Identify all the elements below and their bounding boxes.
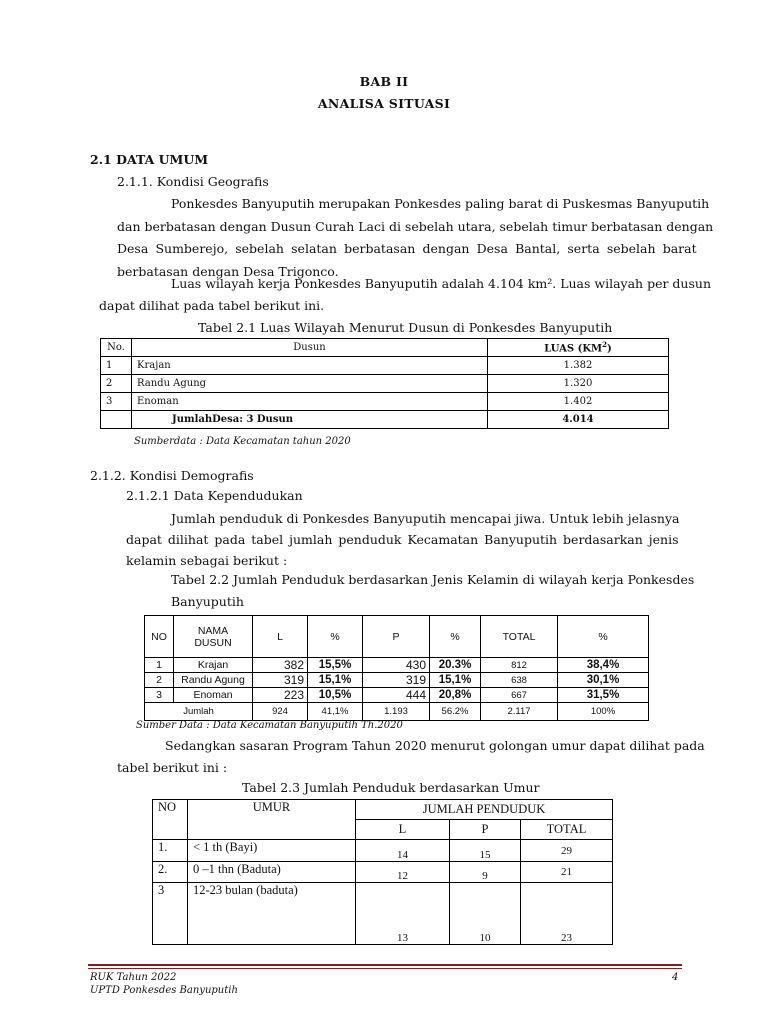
header-luas-superscript: 2 (602, 340, 607, 350)
header-no: NO (145, 616, 174, 658)
cell-pct-l: 15,1% (308, 673, 363, 688)
cell-nama: Krajan (174, 658, 253, 673)
geo-paragraph-2-line1: Luas wilayah kerja Ponkesdes Banyuputih adalah 4.104 km². Luas wilayah per dusun (171, 276, 711, 291)
footer-divider (88, 964, 682, 966)
cell-dusun: Enoman (132, 393, 488, 411)
table-population-by-gender (144, 615, 649, 721)
cell-luas: 1.402 (488, 393, 669, 411)
header-total: TOTAL (521, 820, 613, 840)
cell-total-pct-l: 41,1% (308, 703, 363, 721)
cell-l: 13 (356, 883, 450, 945)
footer-organization: UPTD Ponkesdes Banyuputih (90, 985, 238, 996)
target-paragraph-line1: Sedangkan sasaran Program Tahun 2020 menurut golongan umur dapat dilihat pada (165, 738, 705, 753)
table2-source: Sumber Data : Data Kecamatan Banyuputih Th.2020 (136, 720, 403, 731)
table-row (145, 688, 649, 703)
header-pct-total: % (558, 616, 649, 658)
page-number: 4 (672, 972, 679, 983)
cell-total: 21 (521, 862, 613, 883)
cell-no: 3 (145, 688, 174, 703)
text-line: dapat dilihat pada tabel jumlah penduduk Kecamatan Banyuputih berdasarkan jenis (126, 532, 679, 547)
table-area-per-dusun (100, 338, 669, 429)
cell-total-label: Jumlah (145, 703, 253, 721)
subsection-heading-demografis: 2.1.2. Kondisi Demografis (90, 468, 254, 483)
geo-paragraph-1 (117, 193, 714, 283)
cell-umur: 12-23 bulan (baduta) (188, 883, 356, 945)
cell-p: 10 (450, 883, 521, 945)
footer-document-title: RUK Tahun 2022 (90, 972, 177, 983)
table-row (145, 673, 649, 688)
cell-umur: 0 –1 thn (Baduta) (188, 862, 356, 883)
header-luas-close: ) (607, 343, 612, 355)
footer-divider (88, 968, 682, 969)
cell-total: 638 (481, 673, 558, 688)
table-row (101, 375, 669, 393)
header-no: No. (101, 339, 132, 357)
cell-luas: 1.320 (488, 375, 669, 393)
header-jumlah-penduduk: JUMLAH PENDUDUK (356, 800, 613, 820)
cell-no: 1. (153, 840, 188, 862)
table2-caption-line2: Banyuputih (171, 594, 244, 609)
header-nama-line2: DUSUN (194, 636, 232, 649)
header-luas-label: LUAS (KM (544, 343, 603, 355)
cell-dusun: Krajan (132, 357, 488, 375)
cell-pct-total: 31,5% (558, 688, 649, 703)
cell-total-pct-p: 56.2% (430, 703, 481, 721)
cell-total: 667 (481, 688, 558, 703)
cell-total: 29 (521, 840, 613, 862)
header-total: TOTAL (481, 616, 558, 658)
text-line: Jumlah penduduk di Ponkesdes Banyuputih mencapai jiwa. Untuk lebih jelasnya (171, 511, 680, 526)
table-row (101, 357, 669, 375)
table-row (153, 840, 613, 862)
cell-empty (101, 411, 132, 429)
subsection-heading-kependudukan: 2.1.2.1 Data Kependudukan (126, 488, 303, 503)
cell-total: 23 (521, 883, 613, 945)
header-pct-p: % (430, 616, 481, 658)
cell-total-value: 4.014 (488, 411, 669, 429)
header-l: L (253, 616, 308, 658)
text-line: Ponkesdes Banyuputih merupakan Ponkesdes paling barat di Puskesmas Banyuputih (171, 196, 710, 211)
cell-p: 15 (450, 840, 521, 862)
cell-l: 223 (253, 688, 308, 703)
cell-total: 812 (481, 658, 558, 673)
header-no: NO (153, 800, 188, 840)
cell-no: 1 (145, 658, 174, 673)
geo-paragraph-2-line2: dapat dilihat pada tabel berikut ini. (99, 298, 325, 313)
cell-p: 430 (363, 658, 430, 673)
section-heading: 2.1 DATA UMUM (90, 152, 209, 167)
cell-p: 319 (363, 673, 430, 688)
table1-source: Sumberdata : Data Kecamatan tahun 2020 (134, 436, 351, 447)
cell-nama: Randu Agung (174, 673, 253, 688)
cell-luas: 1.382 (488, 357, 669, 375)
cell-l: 14 (356, 840, 450, 862)
header-dusun: Dusun (132, 339, 488, 357)
table-header-row (101, 339, 669, 357)
cell-no: 3 (101, 393, 132, 411)
cell-umur: < 1 th (Bayi) (188, 840, 356, 862)
cell-pct-p: 20.3% (430, 658, 481, 673)
cell-pct-l: 10,5% (308, 688, 363, 703)
chapter-title: ANALISA SITUASI (317, 96, 451, 111)
table-total-row (101, 411, 669, 429)
header-nama-line1: NAMA (197, 624, 229, 637)
table-row (101, 393, 669, 411)
cell-l: 12 (356, 862, 450, 883)
table-header-row (153, 800, 613, 820)
cell-dusun: Randu Agung (132, 375, 488, 393)
cell-no: 3 (153, 883, 188, 945)
header-p: P (450, 820, 521, 840)
population-paragraph (126, 508, 680, 571)
cell-nama: Enoman (174, 688, 253, 703)
cell-p: 444 (363, 688, 430, 703)
header-l: L (356, 820, 450, 840)
header-nama-dusun (174, 616, 253, 658)
chapter-label: BAB II (359, 74, 409, 89)
table-total-row (145, 703, 649, 721)
cell-l: 382 (253, 658, 308, 673)
cell-p: 9 (450, 862, 521, 883)
cell-no: 2 (145, 673, 174, 688)
cell-total-l: 924 (253, 703, 308, 721)
table2-caption-line1: Tabel 2.2 Jumlah Penduduk berdasarkan Jenis Kelamin di wilayah kerja Ponkesdes (171, 572, 695, 587)
cell-pct-p: 15,1% (430, 673, 481, 688)
cell-pct-total: 30,1% (558, 673, 649, 688)
text-line: Desa Sumberejo, sebelah selatan berbatasan dengan Desa Bantal, serta sebelah barat (117, 241, 697, 256)
cell-pct-p: 20,8% (430, 688, 481, 703)
table-population-by-age (152, 799, 613, 945)
table1-caption: Tabel 2.1 Luas Wilayah Menurut Dusun di Ponkesdes Banyuputih (198, 320, 613, 335)
header-luas (488, 339, 669, 357)
cell-total-total: 2.117 (481, 703, 558, 721)
cell-pct-l: 15,5% (308, 658, 363, 673)
cell-no: 2. (153, 862, 188, 883)
cell-total-p: 1.193 (363, 703, 430, 721)
table-header-row (145, 616, 649, 658)
table-row (153, 862, 613, 883)
cell-l: 319 (253, 673, 308, 688)
table-row (145, 658, 649, 673)
text-line: kelamin sebagai berikut : (126, 553, 288, 568)
header-pct-l: % (308, 616, 363, 658)
cell-no: 1 (101, 357, 132, 375)
target-paragraph-line2: tabel berikut ini : (117, 760, 228, 775)
cell-no: 2 (101, 375, 132, 393)
cell-total-label: JumlahDesa: 3 Dusun (132, 411, 488, 429)
subsection-heading-geografis: 2.1.1. Kondisi Geografis (117, 174, 269, 189)
header-umur: UMUR (188, 800, 356, 840)
table-row (153, 883, 613, 945)
text-line: dan berbatasan dengan Dusun Curah Laci di sebelah utara, sebelah timur berbatasan dengan (117, 218, 714, 234)
cell-total-pct-total: 100% (558, 703, 649, 721)
header-p: P (363, 616, 430, 658)
cell-pct-total: 38,4% (558, 658, 649, 673)
text-line: berbatasan dengan Desa Trigonco. (117, 263, 339, 279)
table3-caption: Tabel 2.3 Jumlah Penduduk berdasarkan Umur (242, 780, 540, 795)
